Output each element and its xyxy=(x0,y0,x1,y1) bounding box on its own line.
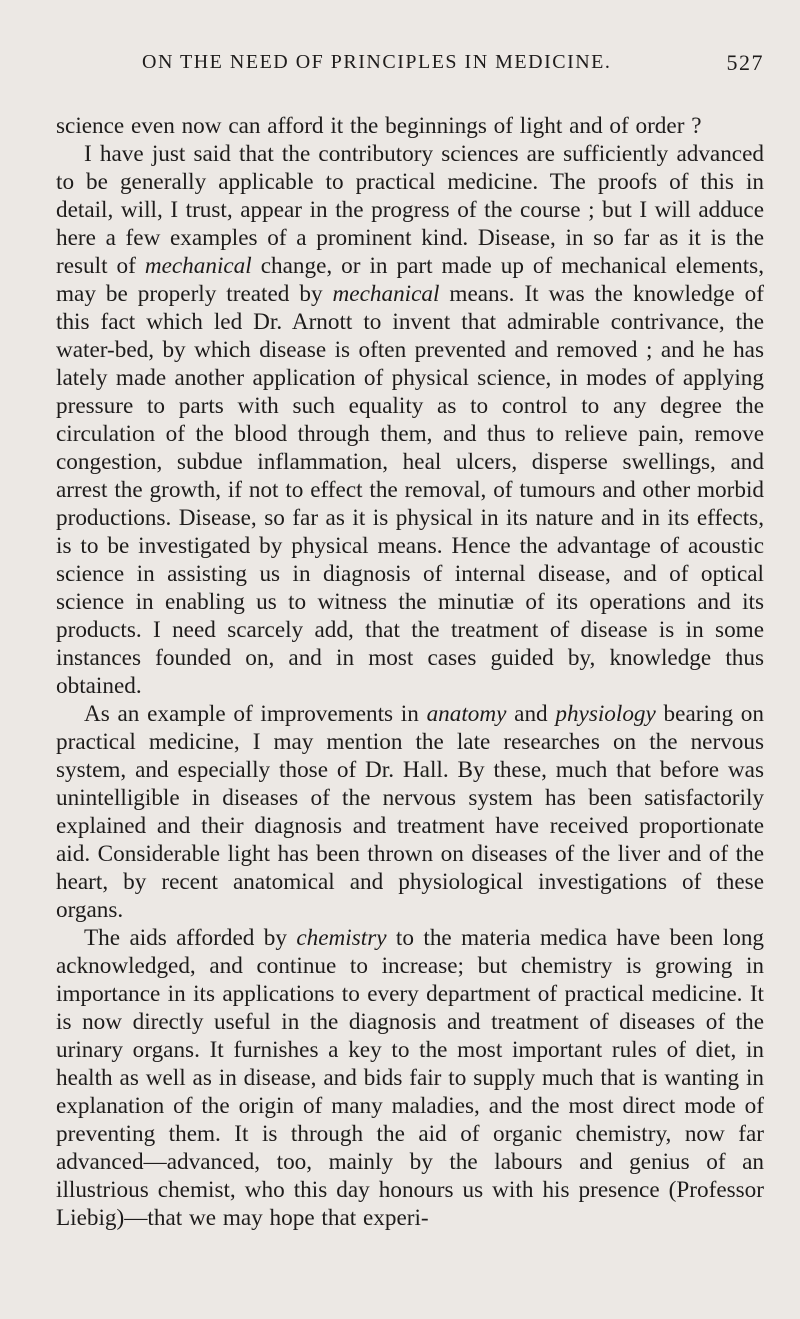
text-run: I have just said that the contributory sciences are sufficiently advanced to be generally applicable to practical medicine. The proofs of this in detail, will, I trust, appear in the progress of the course ; but I will adduce here a few examples of a prominent kind. Disease, in so far as it is the result of xyxy=(56,141,764,279)
paragraph xyxy=(56,924,764,1232)
text-run: and xyxy=(506,701,556,727)
text-run: means. It was the knowledge of this fact which led Dr. Arnott to invent that admirable contrivance, the water-bed, by which disease is often prevented and removed ; and he has lately made another application of physical science, in modes of applying pressure to parts with such equality as to control to any degree the circulation of the blood through them, and thus to relieve pain, remove congestion, subdue inflammation, heal ulcers, disperse swellings, and arrest the growth, if not to effect the removal, of tumours and other morbid productions. Disease, so far as it is physical in its nature and in its effects, is to be investigated by physical means. Hence the advantage of acoustic science in assisting us in diagnosis of internal disease, and of optical science in enabling us to witness the minutiæ of its operations and its products. I need scarcely add, that the treatment of disease is in some instances founded on, and in most cases guided by, knowledge thus obtained. xyxy=(56,281,764,699)
page-number: 527 xyxy=(726,50,764,75)
text-run: The aids afforded by xyxy=(84,925,297,951)
paragraph xyxy=(56,700,764,924)
paragraph xyxy=(56,112,764,140)
text-run: As an example of improvements in xyxy=(84,701,427,727)
text-run: change, or in part made up of mechanical elements, may be properly treated by xyxy=(56,253,764,307)
text-run: science even now can afford it the beginnings of light and of order ? xyxy=(56,113,702,139)
italic-text: chemistry xyxy=(296,925,387,951)
italic-text: mechanical xyxy=(332,281,440,307)
italic-text: mechanical xyxy=(144,253,252,279)
running-title: ON THE NEED OF PRINCIPLES IN MEDICINE. xyxy=(142,51,612,73)
paragraph xyxy=(56,140,764,700)
body-text xyxy=(56,112,764,1232)
italic-text: anatomy xyxy=(426,701,507,727)
italic-text: physiology xyxy=(555,701,656,727)
text-run: bearing on practical medicine, I may mention the late researches on the nervous system, and especially those of Dr. Hall. By these, much that before was unintelligible in diseases of the nervous system has been satisfactorily explained and their diagnosis and treatment have received proportionate aid. Considerable light has been thrown on diseases of the liver and of the heart, by recent anatomical and physiological investigations of these organs. xyxy=(56,701,764,923)
text-run: to the materia medica have been long acknowledged, and continue to increase; but chemistry is growing in importance in its applications to every department of practical medicine. It is now directly useful in the diagnosis and treatment of diseases of the urinary organs. It furnishes a key to the most important rules of diet, in health as well as in disease, and bids fair to supply much that is wanting in explanation of the origin of many maladies, and the most direct mode of preventing them. It is through the aid of organic chemistry, now far advanced—advanced, too, mainly by the labours and genius of an illustrious chemist, who this day honours us with his presence (Professor Liebig)—that we may hope that experi- xyxy=(56,925,765,1231)
running-head xyxy=(56,48,764,88)
